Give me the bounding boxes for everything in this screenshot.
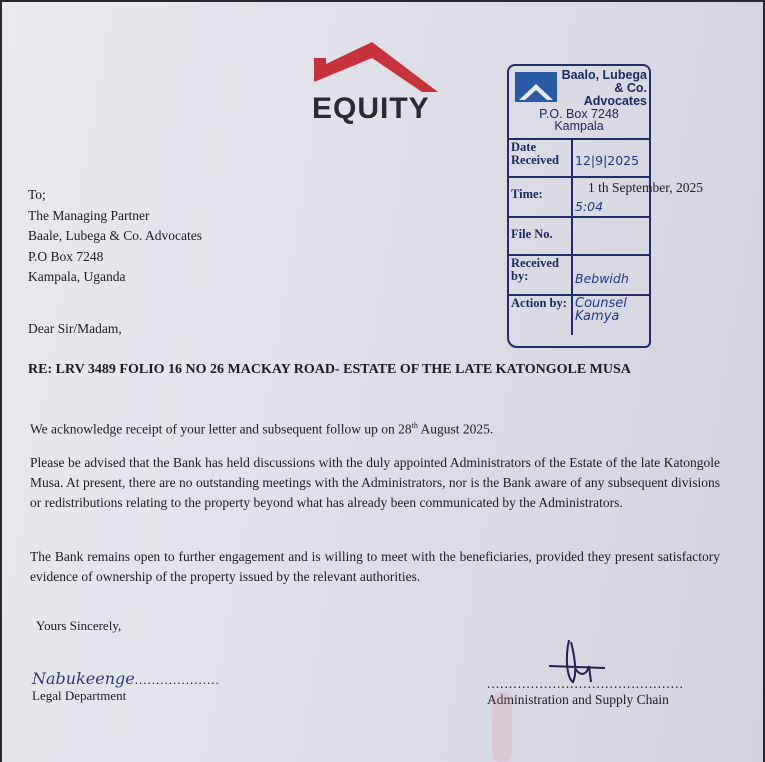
paragraph-engagement: The Bank remains open to further engagement and is willing to meet with the beneficiaries, provided they present satisfactory evidence of ownership of the property issued by the relevant authorities.: [30, 549, 720, 584]
stamp-value: [572, 217, 649, 255]
signature-admin: [487, 676, 684, 708]
address-line: To;: [28, 187, 46, 202]
stamp-label: Action by:: [509, 295, 572, 335]
stamp-value: Bebwidh: [572, 255, 649, 295]
ink-stain: [492, 692, 512, 762]
salutation: Dear Sir/Madam,: [28, 321, 122, 336]
signature-line: .............................................: [487, 676, 684, 691]
stamp-city: Kampala: [554, 119, 604, 133]
stamp-firm-line1: Baalo, Lubega: [561, 68, 647, 82]
roof-icon: [310, 40, 442, 95]
signature-legal: [32, 669, 220, 704]
p1-text: We acknowledge receipt of your letter and subsequent follow up on 28: [30, 421, 412, 437]
stamp-address: [509, 108, 649, 132]
stamp-value: 5:04: [572, 177, 649, 217]
signatory-title: Administration and Supply Chain: [487, 692, 669, 707]
recipient-address: [28, 185, 202, 288]
closing: Yours Sincerely,: [36, 618, 122, 633]
stamp-label: Received by:: [509, 255, 572, 295]
stamp-table: [509, 138, 649, 335]
letter-page: [2, 2, 763, 762]
stamp-firm-line2: & Co. Advocates: [583, 81, 647, 108]
stamp-po-box: P.O. Box 7248: [539, 107, 619, 121]
signatory-title: Legal Department: [32, 688, 127, 703]
stamp-firm-name: [559, 69, 647, 108]
received-stamp: [507, 64, 651, 348]
stamp-label: Date Received: [509, 139, 572, 177]
letter-date: 1 th September, 2025: [588, 180, 703, 195]
paragraph-acknowledgement: [30, 416, 720, 440]
p1-sup: th: [411, 421, 418, 430]
stamp-value: Counsel Kamya: [572, 295, 649, 335]
signature-line: ....................: [134, 672, 220, 687]
signature-scrawl: Nabukeenge: [32, 669, 135, 688]
paragraph-discussions: Please be advised that the Bank has held discussions with the duly appointed Administrators of the Estate of the late Katongole Musa. At present, there are no outstanding meetings with the Administrators, nor is the Bank aware of any subsequent divisions or redistributions relating to the property beyond what has already been communicated by the Administrators.: [30, 455, 720, 510]
firm-logo-icon: [515, 72, 557, 102]
p1-text-end: August 2025.: [417, 421, 494, 437]
address-line: The Managing Partner: [28, 207, 150, 223]
address-line: Baale, Lubega & Co. Advocates: [28, 228, 202, 243]
address-line: P.O Box 7248: [28, 248, 104, 264]
equity-logo: [310, 40, 442, 130]
stamp-value: 12|9|2025: [572, 139, 649, 177]
address-line: Kampala, Uganda: [28, 269, 126, 284]
stamp-label: File No.: [509, 217, 572, 255]
subject-line: RE: LRV 3489 FOLIO 16 NO 26 MACKAY ROAD- ESTATE OF THE LATE KATONGOLE MUSA: [28, 362, 631, 377]
equity-wordmark: EQUITY: [312, 92, 430, 125]
stamp-label: Time:: [509, 177, 572, 217]
